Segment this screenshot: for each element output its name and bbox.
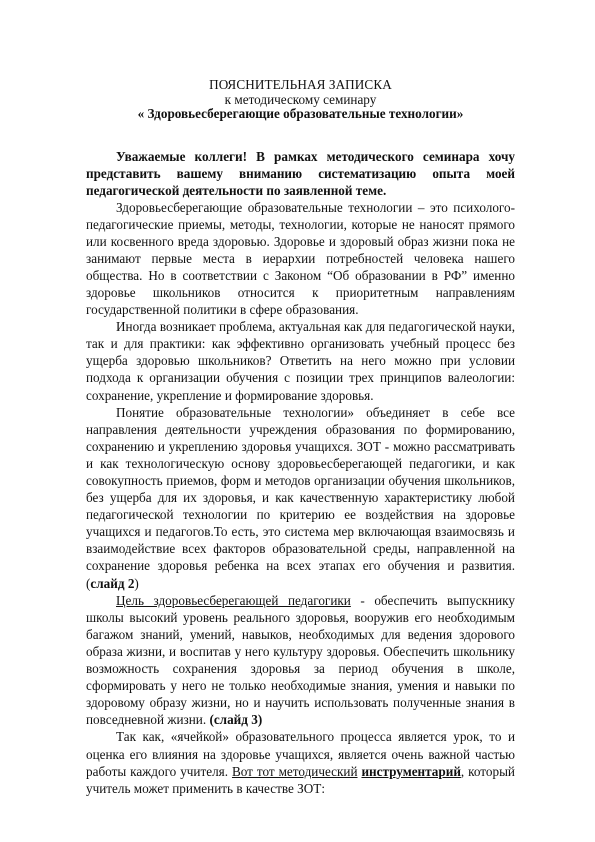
paragraph-lesson-text: Так как, «ячейкой» образовательного процесса является урок, то и оценка его влияния на здоровье учащихся, является очень важной частью работы каждого учителя. [86,729,515,779]
toolkit-term: инструментарий [361,763,461,779]
paragraph-lesson [86,728,515,796]
paragraph-concept-text: Понятие образовательные технологии» объединяет в себе все направления деятельности учреждения образования по формированию, сохранению и укреплению здоровья учащихся. ЗОТ - можно рассматривать и как технологическую основу здоровьесберегающей педагогики, и как совокупность приемов, форм и методов организации обучения школьников, без ущерба для их здоровья, и как качественную характеристику любой педагогической технологии по критерию ее воздействия на здоровье учащихся и педагогов.То есть, это система мер включающая взаимосвязь и взаимодействие всех факторов образовательной среды, направленной на сохранение здоровья ребенка на всех этапах его обучения и развития. ( [86,404,515,591]
document-topic: « Здоровьесберегающие образовательные технологии» [137,106,464,121]
paragraph-concept-end: ) [134,575,139,591]
toolkit-link-text: Вот тот методический [231,763,358,779]
document-title: ПОЯСНИТЕЛЬНАЯ ЗАПИСКА [209,77,392,92]
document-header [86,78,515,122]
slide-reference: слайд 2 [90,575,135,591]
greeting-paragraph: Уважаемые коллеги! В рамках методического семинара хочу представить вашему вниманию систематизацию опыта моей педагогической деятельности по заявленной теме. [86,148,515,198]
paragraph-lesson-end: , который учитель может применить в качестве ЗОТ: [86,763,515,796]
goal-heading: Цель здоровьесберегающей педагогики [116,592,351,608]
paragraph-concept [86,404,515,592]
paragraph-goal-text: - обеспечить выпускнику школы высокий уровень реального здоровья, вооружив его необходимым багажом знаний, умений, навыков, необходимых для ведения здорового образа жизни, и воспитав у него культуру здоровья. Обеспечить школьнику возможность сохранения здоровья за период обучения в школе, сформировать у него не только необходимые знания, умения и навыки по здоровому образу жизни, но и научить использовать полученные знания в повседневной жизни. [86,592,515,728]
document-subtitle: к методическому семинару [224,91,377,107]
slide-reference: (слайд 3) [209,712,263,728]
paragraph-problem: Иногда возникает проблема, актуальная как для педагогической науки, так и для практики: как эффективно организовать учебный процесс без ущерба здоровью школьников? Ответить на него можно при условии подхода к организации обучения с позиции трех принципов валеологии: сохранение, укрепление и формирование здоровья. [86,319,515,403]
paragraph-goal [86,592,515,729]
paragraph-definition: Здоровьесберегающие образовательные технологии – это психолого-педагогические приемы, методы, технологии, которые не наносят прямого или косвенного вреда здоровью. Здоровье и здоровый образ жизни пока не занимают первые места в иерархии потребностей человека нашего общества. Но в соответствии с Законом “Об образовании в РФ” именно здоровье школьников относится к приоритетным направлениям государственной политики в сфере образования. [86,199,515,318]
